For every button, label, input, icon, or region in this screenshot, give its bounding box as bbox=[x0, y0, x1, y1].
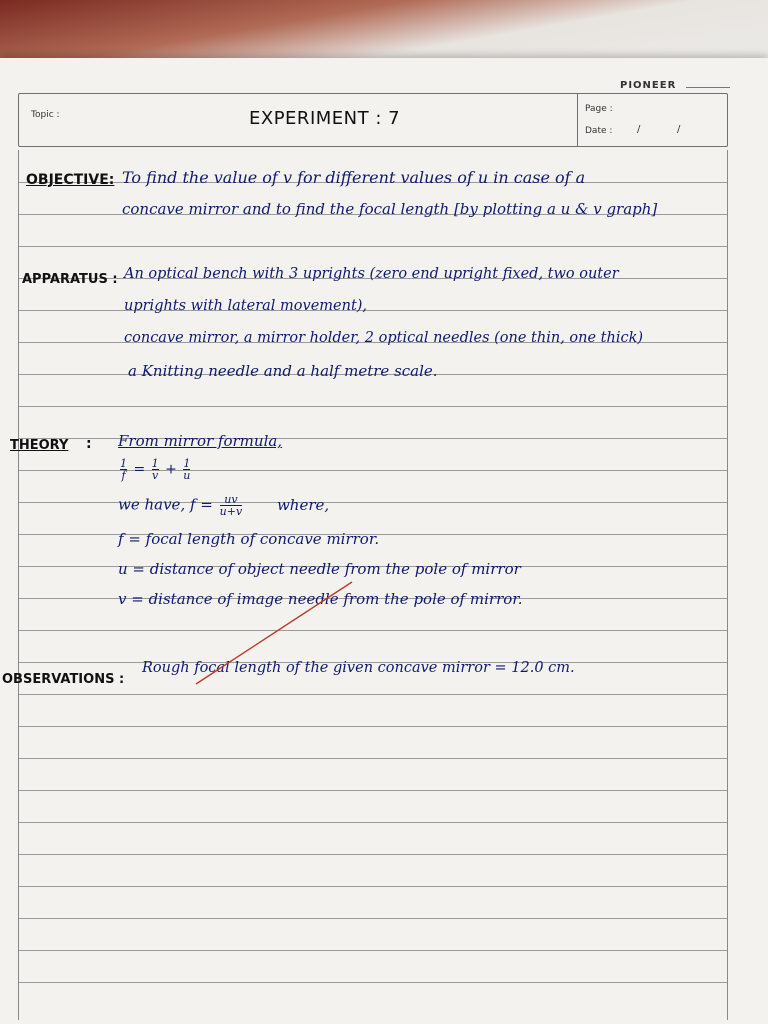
apparatus-line-3: concave mirror, a mirror holder, 2 optical needles (one thin, one thick) bbox=[124, 330, 644, 346]
theory-line-4: f = focal length of concave mirror. bbox=[118, 530, 380, 548]
theory-line-6: v = distance of image needle from the pole of mirror. bbox=[118, 590, 523, 608]
brand-logo: PIONEER bbox=[620, 80, 677, 91]
apparatus-line-4: a Knitting needle and a half metre scale. bbox=[128, 362, 438, 380]
date-label: Date : bbox=[585, 126, 613, 136]
apparatus-label: APPARATUS : bbox=[22, 272, 118, 287]
page-title: EXPERIMENT : 7 bbox=[249, 108, 401, 129]
objective-line-1: To find the value of v for different values of u in case of a bbox=[122, 168, 586, 187]
apparatus-line-1: An optical bench with 3 uprights (zero end upright fixed, two outer bbox=[124, 266, 619, 282]
theory-line-5: u = distance of object needle from the pole of mirror bbox=[118, 560, 521, 578]
objective-label: OBJECTIVE: bbox=[26, 172, 115, 188]
theory-label: THEORY bbox=[10, 438, 69, 453]
theory-line-1: From mirror formula, bbox=[118, 432, 283, 450]
observations-line-1: Rough focal length of the given concave mirror = 12.0 cm. bbox=[142, 660, 575, 676]
topic-label: Topic : bbox=[31, 110, 60, 120]
page-number-label: Page : bbox=[585, 104, 613, 114]
focal-length-formula-line: we have, f = $\frac{uv}{u+v}$ where, bbox=[118, 493, 330, 518]
objective-line-2: concave mirror and to find the focal length [by plotting a u & v graph] bbox=[122, 200, 658, 218]
date-separator: / bbox=[677, 124, 681, 135]
date-separator: / bbox=[637, 124, 641, 135]
apparatus-line-2: uprights with lateral movement), bbox=[124, 298, 368, 314]
observations-label: OBSERVATIONS : bbox=[2, 672, 125, 687]
mirror-formula: $\frac{1}{f}$ = $\frac{1}{v}$ + $\frac{1}{u}$ bbox=[120, 457, 191, 482]
theory-colon: : bbox=[86, 436, 92, 452]
